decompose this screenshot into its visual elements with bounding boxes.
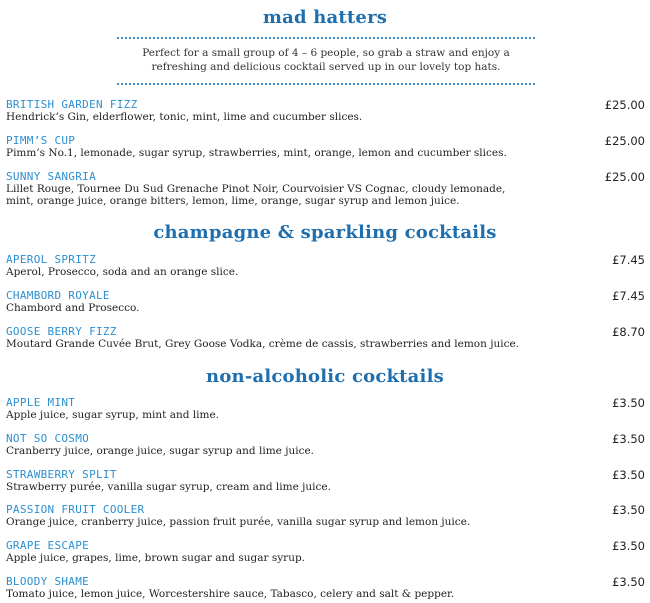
menu-item-goose-berry-fizz	[6, 325, 646, 350]
item-name: GOOSE BERRY FIZZ	[6, 325, 117, 338]
section-title-champagne: champagne & sparkling cocktails	[153, 222, 497, 243]
intro-text	[117, 46, 535, 74]
menu-item-pimms-cup	[6, 134, 646, 159]
menu-item-not-so-cosmo	[6, 432, 646, 457]
item-description-line-2: mint, orange juice, orange bitters, lemon, lime, orange, sugar syrup and lemon juice.	[6, 195, 460, 207]
item-name: SUNNY SANGRIA	[6, 170, 96, 183]
item-price: £25.00	[604, 170, 645, 184]
item-description: Apple juice, grapes, lime, brown sugar and sugar syrup.	[6, 552, 306, 564]
item-name: PIMM’S CUP	[6, 134, 76, 147]
menu-item-sunny-sangria	[6, 170, 646, 207]
item-price: £3.50	[612, 503, 645, 517]
item-description: Hendrick’s Gin, elderflower, tonic, mint, lime and cucumber slices.	[6, 111, 363, 123]
menu-item-grape-escape	[6, 539, 646, 564]
item-price: £25.00	[604, 98, 645, 112]
intro-line-1: Perfect for a small group of 4 – 6 people, so grab a straw and enjoy a	[142, 47, 510, 59]
item-name: BRITISH GARDEN FIZZ	[6, 98, 138, 111]
menu-item-british-garden-fizz	[6, 98, 646, 123]
item-description: Cranberry juice, orange juice, sugar syrup and lime juice.	[6, 445, 315, 457]
item-name: CHAMBORD ROYALE	[6, 289, 110, 302]
item-price: £7.45	[612, 289, 645, 303]
item-price: £3.50	[612, 432, 645, 446]
item-name: NOT SO COSMO	[6, 432, 90, 445]
item-price: £3.50	[612, 575, 645, 589]
section-title-mad-hatters: mad hatters	[262, 7, 388, 28]
item-price: £25.00	[604, 134, 645, 148]
item-description: Orange juice, cranberry juice, passion fruit purée, vanilla sugar syrup and lemon juice.	[6, 516, 471, 528]
item-name: APEROL SPRITZ	[6, 253, 96, 266]
item-description: Moutard Grande Cuvée Brut, Grey Goose Vodka, crème de cassis, strawberries and lemon juice.	[6, 338, 520, 350]
item-name: STRAWBERRY SPLIT	[6, 468, 117, 481]
item-description: Aperol, Prosecco, soda and an orange slice.	[6, 266, 239, 278]
dotted-divider-top	[117, 37, 535, 39]
item-name: APPLE MINT	[6, 396, 76, 409]
item-description: Pimm’s No.1, lemonade, sugar syrup, strawberries, mint, orange, lemon and cucumber slices.	[6, 147, 507, 159]
menu-item-apple-mint	[6, 396, 646, 421]
item-price: £3.50	[612, 396, 645, 410]
section-title-non-alcoholic: non-alcoholic cocktails	[206, 366, 444, 387]
item-price: £3.50	[612, 468, 645, 482]
item-price: £7.45	[612, 253, 645, 267]
menu-item-bloody-shame	[6, 575, 646, 600]
item-name: BLOODY SHAME	[6, 575, 90, 588]
item-name: GRAPE ESCAPE	[6, 539, 90, 552]
item-description: Tomato juice, lemon juice, Worcestershire sauce, Tabasco, celery and salt & pepper.	[6, 588, 455, 600]
menu-item-passion-fruit-cooler	[6, 503, 646, 528]
item-description: Chambord and Prosecco.	[6, 302, 140, 314]
dotted-divider-bottom	[117, 83, 535, 85]
item-description: Strawberry purée, vanilla sugar syrup, cream and lime juice.	[6, 481, 331, 493]
item-description: Apple juice, sugar syrup, mint and lime.	[6, 409, 220, 421]
item-price: £3.50	[612, 539, 645, 553]
menu-item-chambord-royale	[6, 289, 646, 314]
menu-item-aperol-spritz	[6, 253, 646, 278]
item-price: £8.70	[612, 325, 645, 339]
menu-item-strawberry-split	[6, 468, 646, 493]
intro-line-2: refreshing and delicious cocktail served up in our lovely top hats.	[151, 61, 501, 73]
item-name: PASSION FRUIT COOLER	[6, 503, 145, 516]
item-description: Lillet Rouge, Tournee Du Sud Grenache Pinot Noir, Courvoisier VS Cognac, cloudy lemonade,	[6, 183, 506, 195]
